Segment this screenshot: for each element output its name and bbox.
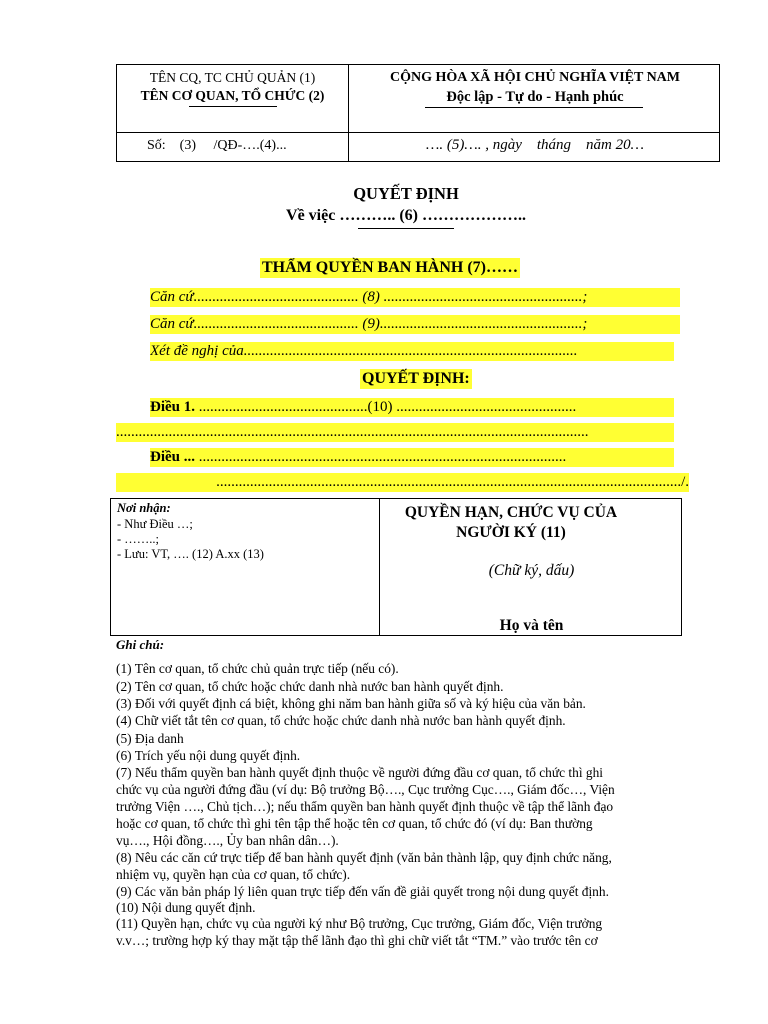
signature-seal: (Chữ ký, dấu) <box>488 562 575 579</box>
note-line: (3) Đối với quyết định cá biệt, không ghi năm ban hành giữa số và ký hiệu của văn bản. <box>116 696 586 711</box>
note-line: (4) Chữ viết tắt tên cơ quan, tổ chức hoặc chức danh nhà nước ban hành quyết định. <box>116 713 566 728</box>
decide-heading: QUYẾT ĐỊNH: <box>362 370 470 387</box>
article-n-continued: ............................................................................................................................/. <box>116 473 689 492</box>
note-line: chức vụ của người đứng đầu (ví dụ: Bộ trưởng Bộ…., Cục trưởng Cục…., Giám đốc…, Viện <box>116 782 615 797</box>
note-line: nhiệm vụ, quyền hạn của cơ quan, tổ chức). <box>116 867 351 882</box>
document-number: Số: (3) /QĐ-….(4)... <box>147 138 287 153</box>
recipient-3: - Lưu: VT, …. (12) A.xx (13) <box>117 547 264 561</box>
recipients-title: Nơi nhận: <box>117 501 171 515</box>
legal-basis-1: Căn cứ............................................ (8) .....................................................; <box>150 288 680 307</box>
article-n-text: .................................................................................................. <box>195 449 567 465</box>
note-line: (9) Các văn bản pháp lý liên quan trực tiếp đến vấn đề giải quyết trong nội dung quyết định. <box>116 884 609 899</box>
article-1-label: Điều 1. <box>150 399 195 415</box>
proposal-basis: Xét đề nghị của......................................................................................... <box>150 342 674 361</box>
header-divider-horizontal <box>117 132 719 133</box>
article-1-text: .............................................(10) ................................................ <box>195 399 577 415</box>
article-n <box>150 448 674 467</box>
note-line: (10) Nội dung quyết định. <box>116 900 256 915</box>
note-line: trưởng Viện …., Chủ tịch…); nếu thẩm quyền ban hành quyết định thuộc về tập thể lãnh đạo <box>116 799 614 814</box>
notes-title: Ghi chú: <box>116 637 165 652</box>
place-date: …. (5)…. , ngày tháng năm 20… <box>426 137 644 153</box>
note-line: (7) Nếu thẩm quyền ban hành quyết định thuộc về người đứng đầu cơ quan, tổ chức thì ghi <box>116 765 604 780</box>
agency-name: TÊN CƠ QUAN, TỔ CHỨC (2) <box>140 88 325 103</box>
note-line: vụ…., Hội đồng…., Ủy ban nhân dân…). <box>116 833 339 848</box>
document-type: QUYẾT ĐỊNH <box>353 184 459 203</box>
document-subject: Về việc ……….. (6) ……………….. <box>286 207 526 224</box>
article-1-continued: .............................................................................................................................. <box>116 423 674 442</box>
motto-underline <box>425 107 643 108</box>
agency-underline <box>189 106 277 107</box>
signer-position: QUYỀN HẠN, CHỨC VỤ CỦA NGƯỜI KÝ (11) <box>404 504 618 541</box>
note-line: v.v…; trường hợp ký thay mặt tập thể lãnh đạo thì ghi chữ viết tắt “TM.” vào trước tên cơ <box>116 933 598 948</box>
recipient-2: - ……..; <box>117 532 160 546</box>
national-title: CỘNG HÒA XÃ HỘI CHỦ NGHĨA VIỆT NAM <box>389 70 680 85</box>
note-line: (6) Trích yếu nội dung quyết định. <box>116 748 301 763</box>
national-motto: Độc lập - Tự do - Hạnh phúc <box>446 89 624 105</box>
article-1 <box>150 398 674 417</box>
legal-basis-2: Căn cứ............................................ (9)......................................................; <box>150 315 680 334</box>
article-n-label: Điều ... <box>150 449 195 465</box>
issuing-authority: THẨM QUYỀN BAN HÀNH (7)…… <box>262 259 518 276</box>
note-line: (2) Tên cơ quan, tổ chức hoặc chức danh nhà nước ban hành quyết định. <box>116 679 504 694</box>
note-line: (1) Tên cơ quan, tổ chức chủ quản trực tiếp (nếu có). <box>116 661 399 676</box>
note-line: hoặc cơ quan, tổ chức thì ghi tên tập thể hoặc tên cơ quan, tổ chức đó (ví dụ: Ban thường <box>116 816 593 831</box>
header-table <box>116 64 720 162</box>
signature-table <box>110 498 682 636</box>
recipient-1: - Như Điều …; <box>117 517 193 531</box>
signer-name: Họ và tên <box>499 617 564 634</box>
note-line: (11) Quyền hạn, chức vụ của người ký như Bộ trưởng, Cục trưởng, Giám đốc, Viện trưởng <box>116 916 603 931</box>
note-line: (5) Địa danh <box>116 731 184 746</box>
parent-agency-name: TÊN CQ, TC CHỦ QUẢN (1) <box>149 70 316 85</box>
subject-underline <box>358 228 454 229</box>
note-line: (8) Nêu các căn cứ trực tiếp để ban hành quyết định (văn bản thành lập, quy định chức năng, <box>116 850 612 865</box>
